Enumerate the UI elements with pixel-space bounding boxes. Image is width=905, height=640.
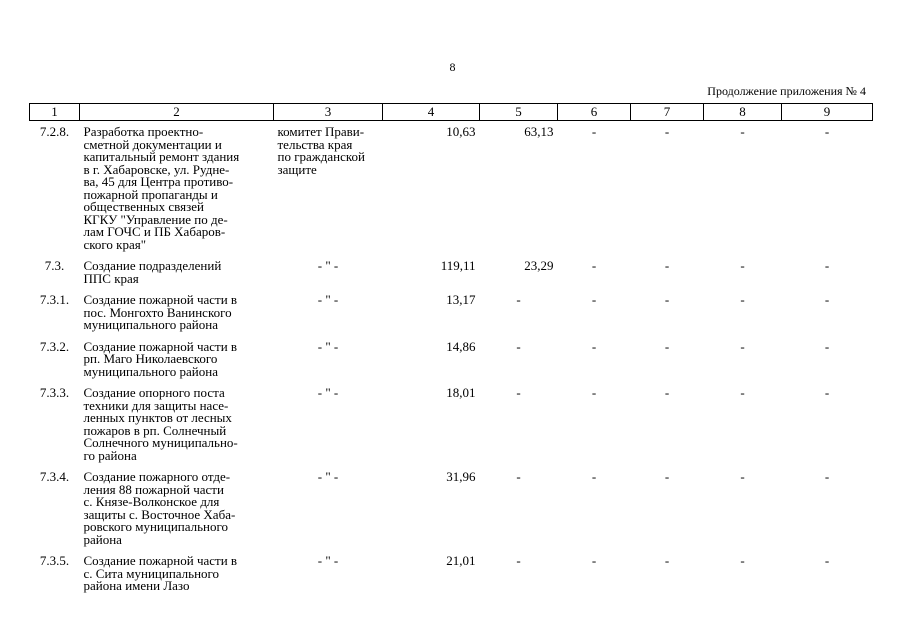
row-executor xyxy=(274,121,383,256)
row-number: 7.3. xyxy=(44,258,65,273)
header-col-3: 3 xyxy=(274,104,383,121)
row-col-8: - xyxy=(740,124,745,139)
row-number: 7.3.1. xyxy=(39,292,70,307)
row-name-line: Разработка проектно- xyxy=(83,124,204,139)
row-col-7: - xyxy=(664,258,670,273)
row-col-5: - xyxy=(516,385,521,400)
row-name-line: района xyxy=(83,531,122,547)
row-name xyxy=(80,121,274,256)
header-col-7: 7 xyxy=(631,104,704,121)
row-col-5: - xyxy=(516,553,521,568)
table-row xyxy=(30,382,873,466)
row-col-6: - xyxy=(591,292,597,307)
row-executor xyxy=(274,466,383,550)
row-name-line: рп. Маго Николаевского xyxy=(83,351,218,366)
row-col-9: - xyxy=(824,124,830,139)
row-col-9: - xyxy=(824,338,830,354)
row-executor-line: - " - xyxy=(317,469,339,484)
row-executor xyxy=(274,289,383,336)
row-col-5: - xyxy=(516,469,521,484)
header-col-2: 2 xyxy=(80,104,274,121)
row-number: 7.3.4. xyxy=(39,469,70,484)
row-col-9: - xyxy=(824,258,830,273)
row-col-7: - xyxy=(664,124,670,139)
row-col-4: 119,11 xyxy=(440,258,476,273)
row-col-5: - xyxy=(516,292,521,307)
row-name xyxy=(80,289,274,336)
row-executor-line: тельства края xyxy=(277,136,353,152)
row-name-line: защиты с. Восточное Хаба- xyxy=(83,506,236,522)
row-col-7: - xyxy=(664,553,670,568)
header-col-5: 5 xyxy=(480,104,558,121)
row-col-7: - xyxy=(664,469,670,484)
row-col-5: 63,13 xyxy=(524,124,554,139)
row-col-6: - xyxy=(591,258,597,273)
row-number: 7.3.5. xyxy=(39,553,70,568)
row-number: 7.3.3. xyxy=(39,385,70,400)
row-name-line: лам ГОЧС и ПБ Хабаров- xyxy=(83,224,226,239)
row-name-line: Создание пожарного отде- xyxy=(83,469,231,484)
row-col-7: - xyxy=(664,292,670,307)
row-name-line: в г. Хабаровске, ул. Рудне- xyxy=(83,161,230,177)
row-col-8: - xyxy=(740,258,745,273)
row-col-6: - xyxy=(591,338,597,354)
row-executor-line: - " - xyxy=(317,292,339,307)
header-col-1: 1 xyxy=(30,104,80,121)
row-executor xyxy=(274,255,383,289)
table-row xyxy=(30,121,873,256)
row-executor-line: по гражданской xyxy=(277,149,366,164)
row-name-line: КГКУ "Управление по де- xyxy=(83,211,228,227)
row-col-6: - xyxy=(591,385,597,400)
header-col-9: 9 xyxy=(782,104,873,121)
row-col-4: 18,01 xyxy=(446,385,476,400)
row-col-7: - xyxy=(664,385,670,400)
row-col-8: - xyxy=(740,469,745,484)
row-col-9: - xyxy=(824,292,830,307)
row-name-line: ровского муниципального xyxy=(83,519,229,534)
row-name-line: Солнечного муниципально- xyxy=(83,435,238,450)
table-row xyxy=(30,336,873,383)
row-name xyxy=(80,550,274,597)
row-name-line: муниципального района xyxy=(83,363,218,379)
row-number: 7.3.2. xyxy=(39,338,70,354)
row-col-7: - xyxy=(664,338,670,354)
header-col-8: 8 xyxy=(704,104,782,121)
row-col-9: - xyxy=(824,385,830,400)
row-number: 7.2.8. xyxy=(39,124,70,139)
row-name xyxy=(80,336,274,383)
annex-table xyxy=(29,103,873,597)
table-row xyxy=(30,289,873,336)
row-col-6: - xyxy=(591,553,597,568)
row-executor-line: комитет Прави- xyxy=(277,124,365,139)
row-col-9: - xyxy=(824,469,830,484)
row-name-line: с. Князе-Волконское для xyxy=(83,494,220,509)
row-col-8: - xyxy=(740,553,745,568)
row-name-line: ского края" xyxy=(83,236,147,252)
row-name-line: муниципального района xyxy=(83,317,218,332)
row-executor-line: - " - xyxy=(317,338,339,354)
row-name-line: Создание подразделений xyxy=(83,258,222,273)
row-name-line: капитальный ремонт здания xyxy=(83,149,240,164)
row-name-line: пожаров в рп. Солнечный xyxy=(83,422,227,438)
row-col-5: 23,29 xyxy=(524,258,554,273)
row-name-line: ления 88 пожарной части xyxy=(83,481,224,497)
row-col-8: - xyxy=(740,338,745,354)
row-name xyxy=(80,255,274,289)
row-col-4: 31,96 xyxy=(446,469,476,484)
row-executor xyxy=(274,382,383,466)
continuation-label: Продолжение приложения № 4 xyxy=(707,84,866,98)
row-name-line: пос. Монгохто Ванинского xyxy=(83,304,232,320)
row-name-line: района имени Лазо xyxy=(83,578,190,593)
table-body xyxy=(30,121,873,597)
row-name xyxy=(80,382,274,466)
row-col-8: - xyxy=(740,385,745,400)
row-col-8: - xyxy=(740,292,745,307)
header-col-6: 6 xyxy=(558,104,631,121)
row-name-line: ва, 45 для Центра противо- xyxy=(83,174,234,189)
row-col-5: - xyxy=(516,338,521,354)
row-col-6: - xyxy=(591,469,597,484)
row-name-line: Создание пожарной части в xyxy=(83,292,238,307)
row-executor-line: защите xyxy=(277,161,317,177)
table-row xyxy=(30,255,873,289)
row-name-line: Создание пожарной части в xyxy=(83,338,238,354)
page-number: 8 xyxy=(449,60,456,74)
row-executor-line: - " - xyxy=(317,553,339,568)
row-executor xyxy=(274,550,383,597)
row-col-4: 21,01 xyxy=(446,553,476,568)
row-col-4: 14,86 xyxy=(446,338,476,354)
row-name-line: пожарной пропаганды и xyxy=(83,186,218,202)
row-col-4: 10,63 xyxy=(446,124,476,139)
header-row xyxy=(30,104,873,121)
table-row xyxy=(30,550,873,597)
row-executor-line: - " - xyxy=(317,258,339,273)
row-name-line: с. Сита муниципального xyxy=(83,565,220,581)
table-row xyxy=(30,466,873,550)
row-name-line: общественных связей xyxy=(83,199,204,214)
row-name-line: ППС края xyxy=(83,270,139,286)
row-col-4: 13,17 xyxy=(446,292,476,307)
row-name-line: Создание опорного поста xyxy=(83,385,225,400)
row-name-line: Создание пожарной части в xyxy=(83,553,238,568)
row-col-6: - xyxy=(591,124,597,139)
row-name-line: техники для защиты насе- xyxy=(83,397,229,413)
row-name-line: го района xyxy=(83,447,137,463)
row-executor xyxy=(274,336,383,383)
row-executor-line: - " - xyxy=(317,385,339,400)
row-name xyxy=(80,466,274,550)
row-name-line: сметной документации и xyxy=(83,136,222,152)
row-col-9: - xyxy=(824,553,830,568)
row-name-line: ленных пунктов от лесных xyxy=(83,410,232,425)
header-col-4: 4 xyxy=(383,104,480,121)
